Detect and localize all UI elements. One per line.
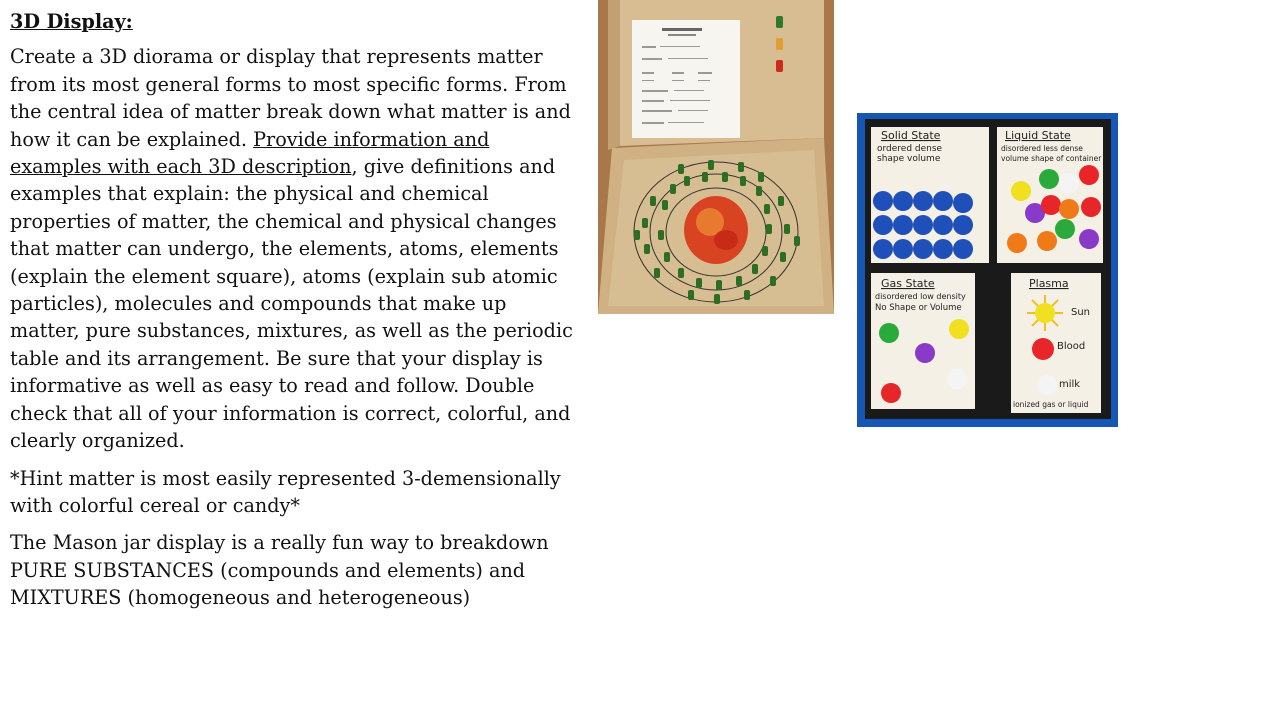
plasma-footer: ionized gas or liquid bbox=[1013, 400, 1089, 409]
main-paragraph-rest: , give definitions and examples that explain: the physical and chemical properties of matter, the chemical and physical changes that matter can undergo, the elements, atoms, elements (explain the element square), atoms (explain sub atomic particles), molecules and compounds that make up matter, pure substances, mixtures, as well as the periodic table and its arrangement. Be sure that your display is informative as well as easy to read and follow. Double check that all of your information is correct, colorful, and clearly organized. bbox=[10, 155, 573, 453]
plasma-milk-label: milk bbox=[1059, 379, 1081, 390]
main-paragraph-underlined: Provide information and examples with each 3D description bbox=[10, 127, 490, 179]
instructions-text bbox=[10, 8, 582, 622]
plasma-blood-label: Blood bbox=[1057, 341, 1086, 352]
gas-title: Gas State bbox=[881, 277, 935, 290]
hint-paragraph: *Hint matter is most easily represented 3-demensionally with colorful cereal or candy* bbox=[10, 466, 561, 517]
liquid-desc2: volume shape of container bbox=[1001, 154, 1102, 163]
solid-desc2: shape volume bbox=[877, 154, 941, 164]
liquid-title: Liquid State bbox=[1005, 129, 1071, 142]
gas-desc: disordered low density bbox=[875, 292, 966, 301]
plasma-title: Plasma bbox=[1029, 277, 1069, 290]
states-of-matter-poster bbox=[857, 113, 1118, 427]
mason-paragraph: The Mason jar display is a really fun way to breakdown PURE SUBSTANCES (compounds and elements) and MIXTURES (homogeneous and heterogeneous) bbox=[10, 531, 549, 610]
atom-diorama-photo bbox=[598, 0, 834, 314]
solid-desc: ordered dense bbox=[877, 144, 943, 154]
gas-desc2: No Shape or Volume bbox=[875, 303, 962, 313]
section-heading: 3D Display: bbox=[10, 10, 133, 33]
plasma-sun-label: Sun bbox=[1071, 307, 1091, 318]
solid-title: Solid State bbox=[881, 129, 941, 142]
main-paragraph-intro: Create a 3D diorama or display that represents matter from its most general forms to most specific forms. From the central idea of matter break down what matter is and how it can be explained. bbox=[10, 45, 571, 151]
atom-diorama-illustration bbox=[598, 0, 834, 314]
states-of-matter-photo bbox=[857, 113, 1118, 427]
liquid-desc: disordered less dense bbox=[1001, 144, 1083, 153]
main-paragraph bbox=[10, 43, 582, 454]
